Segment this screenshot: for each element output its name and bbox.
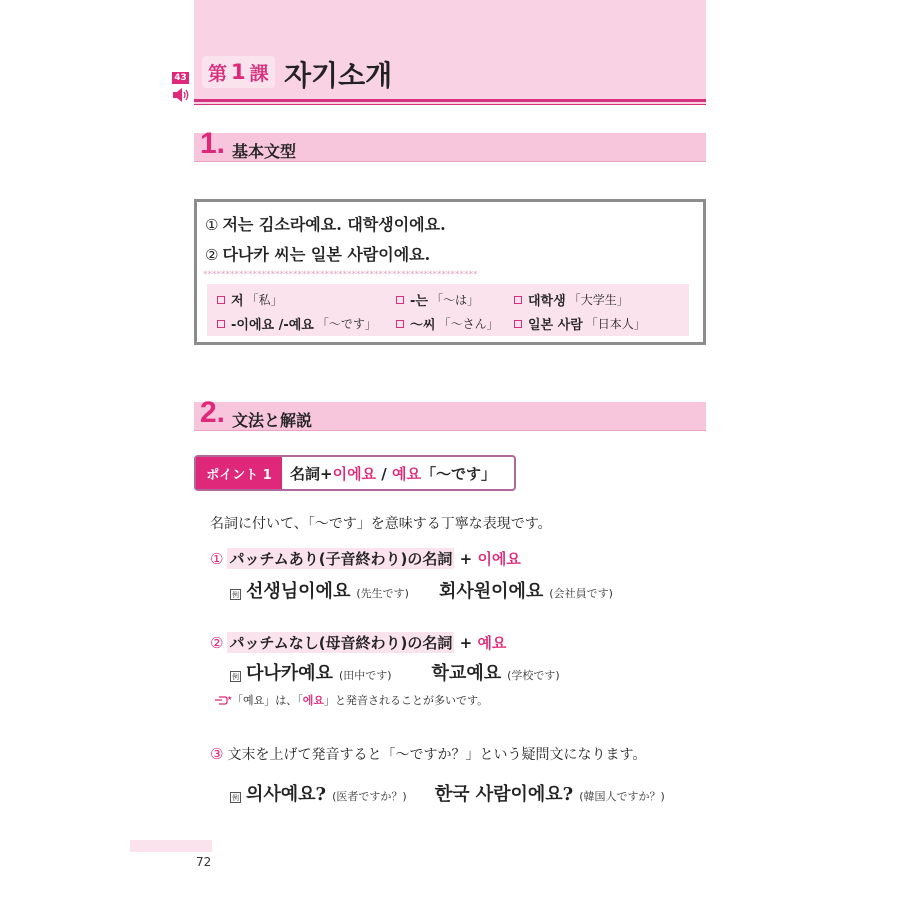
separator: ************************************************************* xyxy=(203,270,478,280)
section-number: 1. xyxy=(200,127,226,160)
section-1-header xyxy=(194,127,706,162)
header-band xyxy=(194,0,706,105)
audio-track-badge[interactable]: 43 xyxy=(172,72,189,84)
section-title: 基本文型 xyxy=(232,142,297,161)
example-mark-icon: 例 xyxy=(232,591,239,599)
vocab-item: -는 「〜は」 xyxy=(396,290,479,309)
footer-band xyxy=(130,840,212,852)
speaker-icon[interactable] xyxy=(172,87,192,103)
svg-text:★: ★ xyxy=(227,695,233,702)
pattern-sentence-2: ② 다나카 씨는 일본 사람이에요. xyxy=(205,245,431,264)
lesson-number: 1 xyxy=(231,60,246,84)
checkbox-icon xyxy=(396,296,404,304)
example-mark-icon: 例 xyxy=(232,673,239,681)
point-box xyxy=(194,455,516,491)
checkbox-icon xyxy=(396,320,404,328)
item-3-heading: ③ 文末を上げて発音すると「～ですか？」という疑問文になります。 xyxy=(210,745,647,763)
vocab-item: 대학생 「大学生」 xyxy=(514,290,629,309)
lesson-label xyxy=(202,56,275,88)
header-rule xyxy=(194,99,706,102)
header-rule-thin xyxy=(194,104,706,105)
basic-pattern-box xyxy=(194,199,706,345)
example-mark-icon: 例 xyxy=(232,794,239,802)
pointing-hand-icon xyxy=(214,695,233,705)
item-1-heading: ① パッチムあり(子音終わり)の名詞 + 이에요 xyxy=(210,549,521,568)
item-2-examples: 例 다나카 예요 (田中です) 학교 예요 (学校です) xyxy=(232,663,560,684)
item-3-examples: 例 의사예요? (医者ですか？) 한국 사람이에요? (韓国人ですか？) xyxy=(232,784,665,805)
pattern-sentence-1: ① 저는 김소라예요. 대학생이에요. xyxy=(205,215,446,234)
lesson-prefix: 第 xyxy=(208,62,228,85)
lesson-title: 자기소개 xyxy=(284,59,393,92)
vocab-item: 일본 사람 「日本人」 xyxy=(514,314,646,333)
checkbox-icon xyxy=(217,320,225,328)
lesson-suffix: 課 xyxy=(249,62,269,85)
vocab-list xyxy=(207,284,689,336)
vocab-item: 저 「私」 xyxy=(217,290,283,309)
vocab-item: -이에요 /-예요 「〜です」 xyxy=(217,314,377,333)
point-label: ポイント 1 xyxy=(196,457,282,489)
vocab-item: ～씨 「〜さん」 xyxy=(396,314,499,333)
checkbox-icon xyxy=(514,296,522,304)
pronunciation-note: ★ 「예요」は、「 에요 」と発音されることが多いです。 xyxy=(214,692,488,708)
item-2-heading: ② パッチムなし(母音終わり)の名詞 + 예요 xyxy=(210,633,507,652)
item-1-examples: 例 선생님 이에요 (先生です) 회사원 이에요 (会社員です) xyxy=(232,581,613,602)
page-number: 72 xyxy=(196,855,212,869)
section-2-header xyxy=(194,396,706,431)
checkbox-icon xyxy=(514,320,522,328)
point-text: 名詞+이에요 / 예요「〜です」 xyxy=(290,464,496,483)
section-number: 2. xyxy=(200,396,226,429)
checkbox-icon xyxy=(217,296,225,304)
section-title: 文法と解説 xyxy=(232,411,313,430)
intro-text: 名詞に付いて、「～です」を意味する丁寧な表現です。 xyxy=(210,516,552,532)
